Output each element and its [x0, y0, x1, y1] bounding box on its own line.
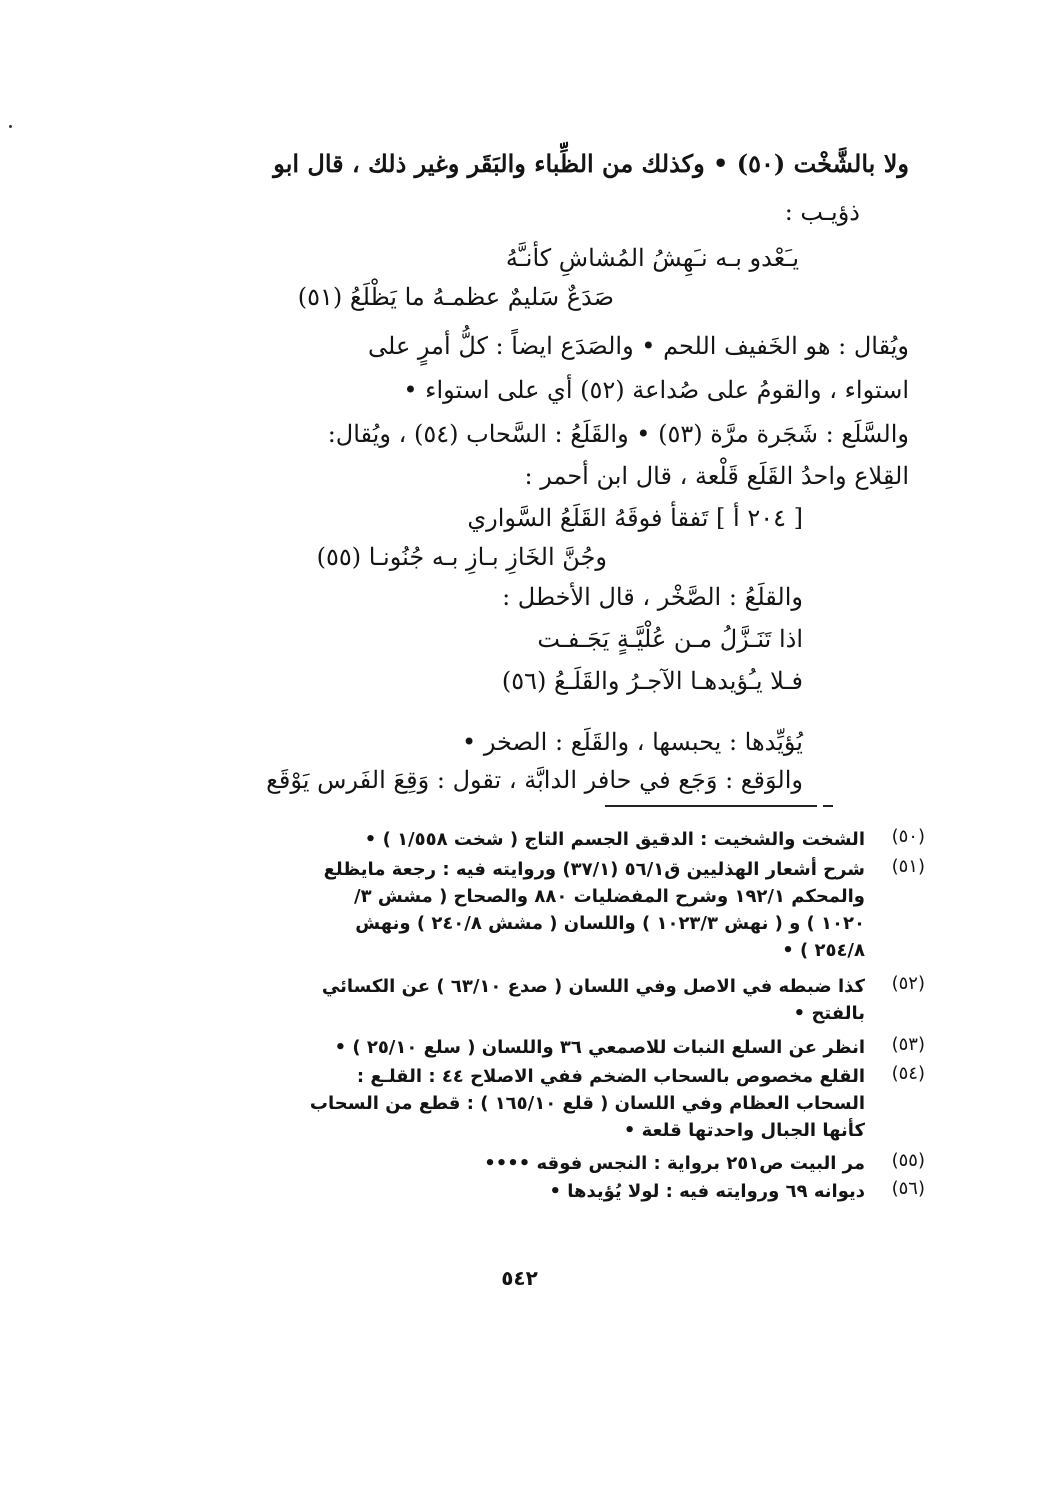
body-line-15: والوَقع : وَجَع في حافر الدابَّة ، تقول : وَقِعَ الفَرس يَوْقَع — [266, 766, 803, 794]
verse-2-first-hemistich: [ ٢٠٤ أ ] تَفقأ فوقَهُ القَلَعُ السَّواري — [467, 504, 803, 532]
footnote-number: (٥٤) — [891, 1063, 925, 1084]
footnote-text-line: والمحكم ١٩٢/١ وشرح المفضليات ٨٨٠ والصحاح ( مشش ٣/ — [354, 886, 865, 907]
footnote-text-line: بالفتح • — [793, 1003, 865, 1024]
footnote-text-line: شرح أشعار الهذليين ق٥٦/١ (٣٧/١) وروايته فيه : رجعة مايظلع — [323, 859, 865, 880]
verse-1-first-hemistich: يـَعْدو بـه نـَهِشُ المُشاشِ كأنـَّهُ — [505, 244, 799, 272]
footnote-separator — [605, 805, 817, 807]
verse-2-second-hemistich: وجُنَّ الخَازِ بـازِ بـه جُنُونـا (٥٥) — [316, 543, 607, 571]
footnote-text-line: ديوانه ٦٩ وروايته فيه : لولا يُؤيدها • — [549, 1181, 865, 1202]
footnote-number: (٥٠) — [891, 826, 925, 847]
footnote-50 — [215, 826, 925, 853]
footnote-55 — [215, 1150, 925, 1177]
footnote-separator-tick — [823, 805, 833, 807]
footnote-number: (٥٥) — [891, 1150, 925, 1171]
body-line-6: استواء ، والقومُ على صُداعة (٥٢) أي على استواء • — [403, 376, 909, 404]
body-line-5: ويُقال : هو الخَفيف اللحم • والصَدَع ايضاً : كلُّ أمرٍ على — [368, 332, 909, 360]
footnote-52 — [215, 973, 925, 1027]
footnote-text-line: السحاب العظام وفي اللسان ( قلع ١٦٥/١٠ ) : قطع من السحاب — [309, 1093, 865, 1114]
footnote-51 — [215, 856, 925, 964]
verse-1-second-hemistich: صَدَعٌ سَليمٌ عظمـهُ ما يَظْلَعُ (٥١) — [297, 283, 614, 311]
scan-speck — [9, 125, 12, 128]
body-line-7: والسَّلَع : شَجَرة مرَّة (٥٣) • والقَلَعُ : السَّحاب (٥٤) ، ويُقال: — [327, 420, 909, 448]
body-line-14: يُؤيِّدها : يحبسها ، والقَلَع : الصخر • — [462, 728, 803, 756]
page-number: ٥٤٢ — [501, 1266, 538, 1290]
footnote-text-line: القلع مخصوص بالسحاب الضخم ففي الاصلاح ٤٤ : القلـع : — [356, 1066, 865, 1087]
footnote-56 — [215, 1178, 925, 1205]
verse-3-second-hemistich: فـلا يـُؤيدهـا الآجـرُ والقَلَـعُ (٥٦) — [501, 667, 803, 695]
footnote-number: (٥٣) — [891, 1034, 925, 1055]
footnote-text-line: ١٠٢٠ ) و ( نهش ١٠٢٣/٣ ) واللسان ( مشش ٢٤٠/٨ ) ونهش — [355, 913, 865, 934]
footnote-54 — [215, 1063, 925, 1144]
footnote-text-line: الشخت والشخيت : الدقيق الجسم التاج ( شخت ١/٥٥٨ ) • — [364, 829, 865, 850]
body-line-2: ذؤيـب : — [784, 198, 860, 226]
verse-3-first-hemistich: اذا تَنَـزَّلُ مـن عُلْيَّـةٍ يَجَـفـت — [537, 625, 803, 653]
body-line-1: ولا بالشَّخْت (٥٠) • وكذلك من الظِّباء والبَقَر وغير ذلك ، قال ابو — [273, 149, 909, 178]
footnote-53 — [215, 1034, 925, 1061]
footnote-number: (٥٦) — [891, 1178, 925, 1199]
footnote-text-line: كذا ضبطه في الاصل وفي اللسان ( صدع ٦٣/١٠ ) عن الكسائي — [321, 976, 865, 997]
footnote-text-line: كأنها الجبال واحدتها قلعة • — [623, 1120, 865, 1141]
body-line-8: القِلاع واحدُ القَلَع قَلْعة ، قال ابن أحمر : — [524, 462, 909, 490]
footnote-number: (٥٢) — [891, 973, 925, 994]
footnote-text-line: انظر عن السلع النبات للاصمعي ٣٦ واللسان ( سلع ٢٥/١٠ ) • — [334, 1037, 865, 1058]
footnote-text-line: ٢٥٤/٨ ) • — [782, 940, 865, 961]
body-line-11: والقلَعُ : الصَّخْر ، قال الأخطل : — [502, 583, 803, 611]
footnote-text-line: مر البيت ص٢٥١ برواية : النجس فوقه •••• — [484, 1153, 865, 1174]
footnote-number: (٥١) — [891, 856, 925, 877]
